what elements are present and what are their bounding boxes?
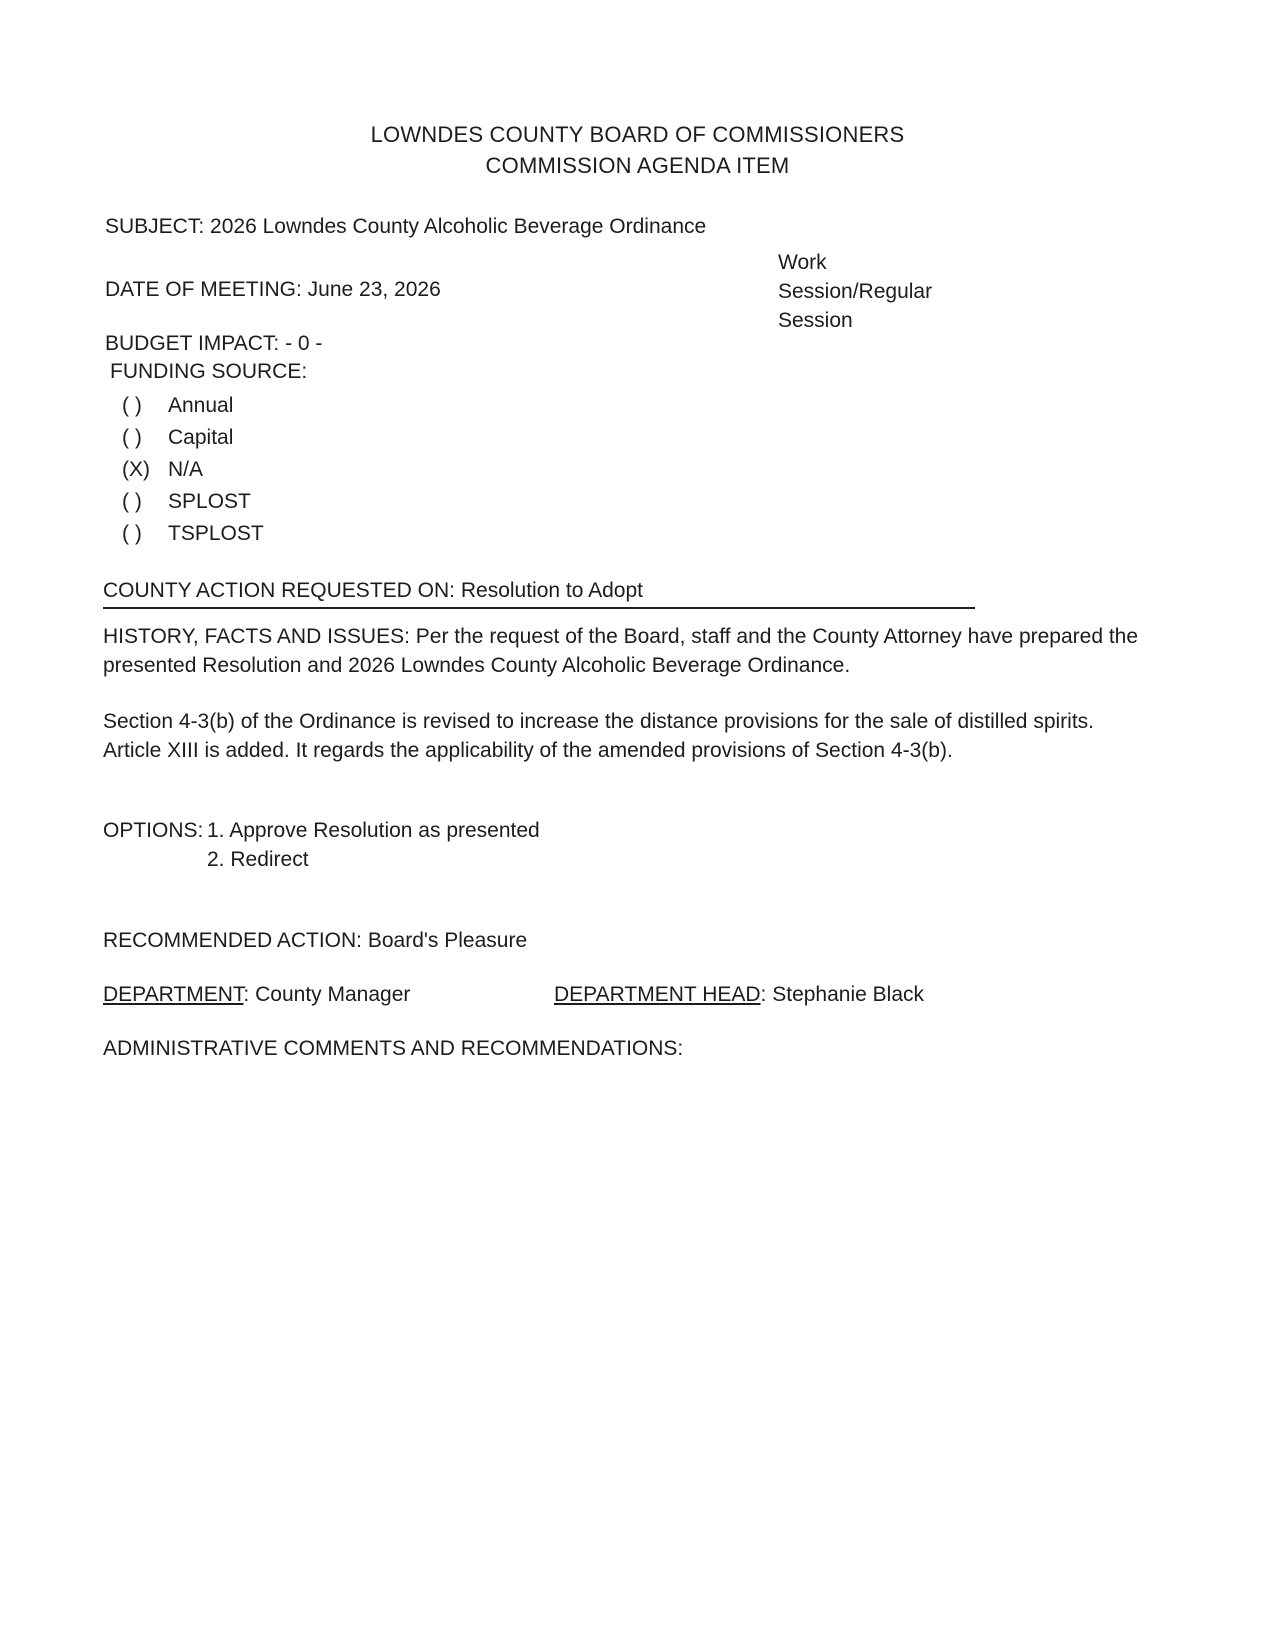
budget-impact-value: - 0 - [285,332,323,355]
budget-impact-row [105,332,322,356]
funding-checkbox: ( ) [122,490,142,513]
options-label: OPTIONS: [103,819,204,842]
funding-item [122,426,233,450]
subject-label: SUBJECT: [105,215,205,238]
option-item: 1. Approve Resolution as presented [207,819,540,842]
meeting-date-value: June 23, 2026 [307,278,441,301]
department-colon: : [243,983,250,1006]
session-line: Session [778,309,853,332]
budget-impact-label: BUDGET IMPACT: [105,332,280,355]
funding-item-label: Annual [168,394,234,417]
funding-checkbox: ( ) [122,522,142,545]
recommended-action-row [103,929,527,953]
header-title: LOWNDES COUNTY BOARD OF COMMISSIONERS [370,122,905,147]
header-subtitle: COMMISSION AGENDA ITEM [485,153,790,178]
section-divider [103,607,975,609]
subject-value: 2026 Lowndes County Alcoholic Beverage Ordinance [210,215,707,238]
action-requested-value: Resolution to Adopt [460,579,643,602]
funding-item [122,490,251,514]
department-value: County Manager [255,983,411,1006]
history-text: Per the request of the Board, staff and the County Attorney have prepared the presented Resolution and 2026 Lowndes County Alcoholic Beverage Ordinance. [103,625,1139,677]
meeting-date-row [105,278,441,302]
subject-row [105,215,706,239]
department-row [103,983,410,1007]
department-label: DEPARTMENT [103,983,244,1006]
history-para2-line2: Article XIII is added. It regards the applicability of the amended provisions of Section 4-3(b). [103,739,953,762]
funding-item-label: Capital [168,426,234,449]
funding-item-label: N/A [168,458,204,481]
history-para2-line1: Section 4-3(b) of the Ordinance is revised to increase the distance provisions for the sale of distilled spirits. [103,710,1094,733]
department-head-row [554,983,924,1007]
funding-item [122,394,233,418]
meeting-date-label: DATE OF MEETING: [105,278,302,301]
session-type [778,248,932,335]
recommended-action-label: RECOMMENDED ACTION: [103,929,363,952]
funding-item [122,522,264,546]
option-item: 2. Redirect [207,848,309,871]
recommended-action-value: Board's Pleasure [367,929,528,952]
funding-source-label: FUNDING SOURCE: [110,360,308,383]
funding-item-label: TSPLOST [168,522,264,545]
funding-checkbox: ( ) [122,426,142,449]
department-head-label: DEPARTMENT HEAD [554,983,761,1006]
funding-checkbox: (X) [122,458,150,481]
action-requested-row [103,579,643,603]
funding-item [122,458,203,482]
department-head-colon: : [760,983,767,1006]
session-line: Work [778,251,827,274]
history-paragraph [103,622,1183,680]
session-line: Session/Regular [778,280,933,303]
funding-item-label: SPLOST [168,490,251,513]
department-head-value: Stephanie Black [772,983,925,1006]
action-requested-label: COUNTY ACTION REQUESTED ON: [103,579,455,602]
funding-checkbox: ( ) [122,394,142,417]
history-label: HISTORY, FACTS AND ISSUES: [103,625,410,648]
admin-comments-label: ADMINISTRATIVE COMMENTS AND RECOMMENDATIONS: [103,1037,684,1060]
